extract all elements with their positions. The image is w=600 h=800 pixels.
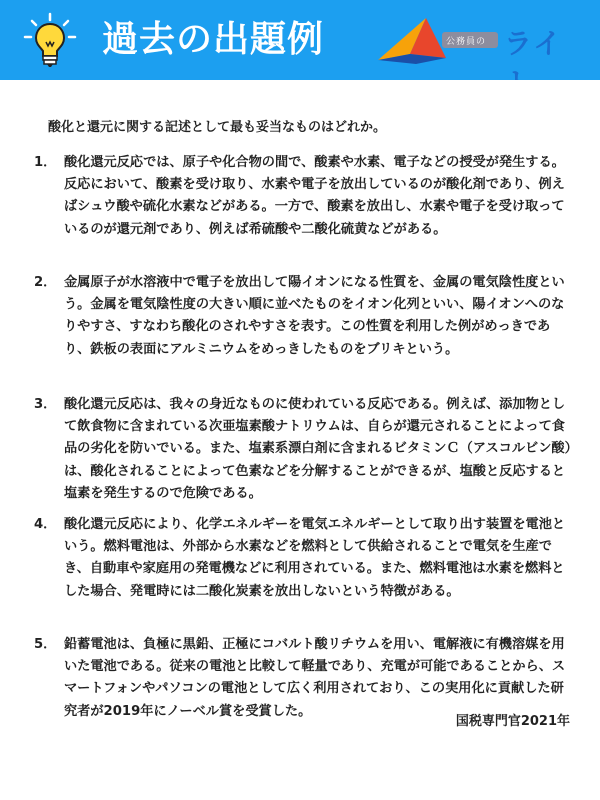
- logo-big-text: ライ: [504, 27, 564, 60]
- option-text: 酸化還元反応は、我々の身近なものに使われている反応である。例えば、添加物として飲食物に含まれている次亜塩素酸ナトリウムは、自らが還元されることによって食品の劣化を防いでいる。また、塩素系漂白剤に含まれるビタミンＣ（アスコルビン酸）は、酸化されることによって色素などを分解することができるが、塩酸と反応すると塩素を発生するので危険である。: [64, 397, 572, 501]
- option-4: [34, 514, 574, 603]
- option-text: 酸化還元反応により、化学エネルギーを電気エネルギーとして取り出す装置を電池という。燃料電池は、外部から水素などを燃料として供給されることで電気を生産でき、自動車や家庭用の発電機などに利用されている。また、燃料電池は水素を燃料とした場合、発電時には二酸化炭素を放出しないという特徴がある。: [64, 517, 566, 599]
- option-number: 3．: [34, 397, 57, 412]
- option-number: 4．: [34, 517, 57, 532]
- question-panel: [8, 80, 592, 800]
- site-logo[interactable]: [376, 14, 590, 68]
- option-text: 酸化還元反応では、原子や化合物の間で、酸素や水素、電子などの授受が発生する。反応において、酸素を受け取り、水素や電子を放出しているのが酸化剤であり、例えばシュウ酸や硫化水素などがある。一方で、酸素を放出し、水素や電子を受け取っているのが還元剤であり、例えば希硫酸や二酸化硫黄などがある。: [64, 155, 565, 237]
- light-bulb-icon: [22, 12, 78, 68]
- question-text: 酸化と還元に関する記述として最も妥当なものはどれか。: [48, 120, 387, 135]
- option-1: [34, 152, 574, 241]
- option-3: [34, 394, 574, 505]
- banner-title: 過去の出題例: [102, 19, 325, 60]
- option-2: [34, 272, 574, 361]
- option-number: 2．: [34, 275, 57, 290]
- option-text: 鉛蓄電池は、負極に黒鉛、正極にコバルト酸リチウムを用い、電解液に有機溶媒を用いた電池である。従来の電池と比較して軽量であり、充電が可能であることから、スマートフォンやパソコンの電池として広く利用されており、この実用化に貢献した研究者が2019年にノーベル賞を受賞した。: [64, 637, 566, 719]
- source-citation: 国税専門官2021年: [455, 714, 570, 729]
- header-banner: [0, 0, 600, 80]
- option-text: 金属原子が水溶液中で電子を放出して陽イオンになる性質を、金属の電気陰性度という。金属を電気陰性度の大きい順に並べたものをイオン化列といい、陽イオンへのなりやすさ、すなわち酸化のされやすさを表す。この性質を利用した例がめっきであり、鉄板の表面にアルミニウムをめっきしたものをブリキという。: [64, 275, 565, 357]
- option-number: 5．: [34, 637, 57, 652]
- option-number: 1．: [34, 155, 57, 170]
- logo-small-text: 公務員の: [446, 37, 487, 47]
